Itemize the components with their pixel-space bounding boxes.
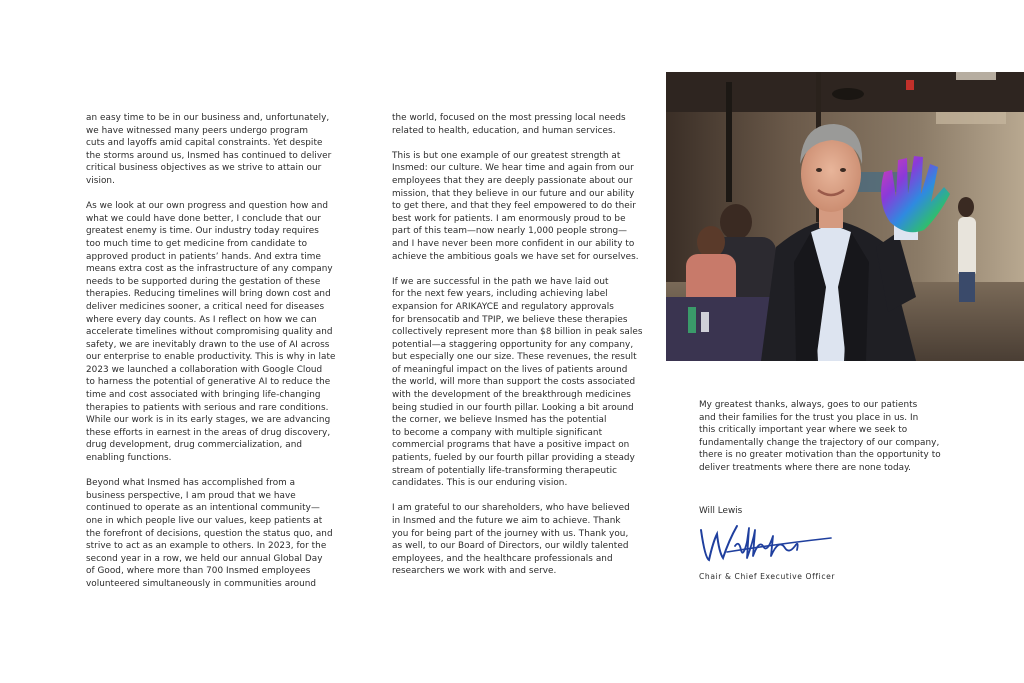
paragraph: Beyond what Insmed has accomplished from a business perspective, I am proud that we have continued to operate as an intentional community— one in which people live our values, keep patients at the forefront of decisions, question the status quo, and strive to act as an example to others. In 2023, for the second year in a row, we held our annual Global Day of Good, where more than 700 Insmed employees volunteered simultaneously in communities around bbox=[86, 478, 333, 589]
handwritten-signature bbox=[697, 522, 837, 566]
paragraph: My greatest thanks, always, goes to our patients and their families for the trust you place in us. In this critically important year where we seek to fundamentally change the trajectory of our company, there is no greater motivation than the opportunity to deliver treatments where there are none today. bbox=[699, 400, 941, 473]
letter-column-2 bbox=[392, 112, 654, 591]
signatory-title: Chair & Chief Executive Officer bbox=[699, 572, 836, 581]
paragraph: an easy time to be in our business and, unfortunately, we have witnessed many peers undergo program cuts and layoffs amid capital constraints. Yet despite the storms around us, Insmed has continued to deliver critical business objectives as we strive to attain our vision. bbox=[86, 113, 332, 186]
paragraph: the world, focused on the most pressing local needs related to health, education, and human services. bbox=[392, 113, 626, 136]
paragraph: As we look at our own progress and question how and what we could have done better, I conclude that our greatest enemy is time. Our industry today requires too much time to get medicine from candidate to approved product in patients’ hands. And extra time means extra cost as the infrastructure of any company needs to be supported during the gestation of these therapies. Reducing timelines will bring down cost and deliver medicines sooner, a critical need for diseases where every day counts. As I reflect on how we can accelerate timelines without compromising quality and safety, we are inevitably drawn to the use of AI across our enterprise to enable productivity. This is why in late 2023 we launched a collaboration with Google Cloud to harness the potential of generative AI to reduce the time and cost associated with bringing life-changing therapies to patients with serious and rare conditions. While our work is in its early stages, we are advancing these efforts in earnest in the areas of drug discovery, drug development, drug commercialization, and enabling functions. bbox=[86, 201, 336, 464]
letter-column-1 bbox=[86, 112, 356, 603]
paragraph: If we are successful in the path we have laid out for the next few years, including achieving label expansion for ARIKAYCE and regulatory approvals for brensocatib and TPIP, we believe these therapies collectively represent more than $8 billion in peak sales potential—a staggering opportunity for any company, but especially one our size. These revenues, the result of meaningful impact on the lives of patients around the world, will more than support the costs associated with the development of the breakthrough medicines being studied in our fourth pillar. Looking a bit around the corner, we believe Insmed has the potential to become a company with multiple significant commercial programs that have a positive impact on patients, fueled by our fourth pillar providing a steady stream of potentially life-transforming therapeutic candidates. This is our enduring vision. bbox=[392, 276, 643, 489]
paragraph: I am grateful to our shareholders, who have believed in Insmed and the future we aim to achieve. Thank you for being part of the journey with us. Thank you, as well, to our Board of Directors, our wildly talented employees, and the healthcare professionals and researchers we work with and serve. bbox=[392, 503, 630, 577]
letter-column-3 bbox=[699, 399, 961, 487]
ceo-photo bbox=[666, 72, 1024, 361]
paragraph: This is but one example of our greatest strength at Insmed: our culture. We hear time and again from our employees that they are deeply passionate about our mission, that they believe in our future and our ability to get there, and that they feel empowered to do their best work for patients. I am enormously proud to be part of this team—now nearly 1,000 people strong— and I have never been more confident in our ability to achieve the ambitious goals we have set for ourselves. bbox=[392, 150, 639, 262]
signatory-name: Will Lewis bbox=[699, 506, 743, 516]
